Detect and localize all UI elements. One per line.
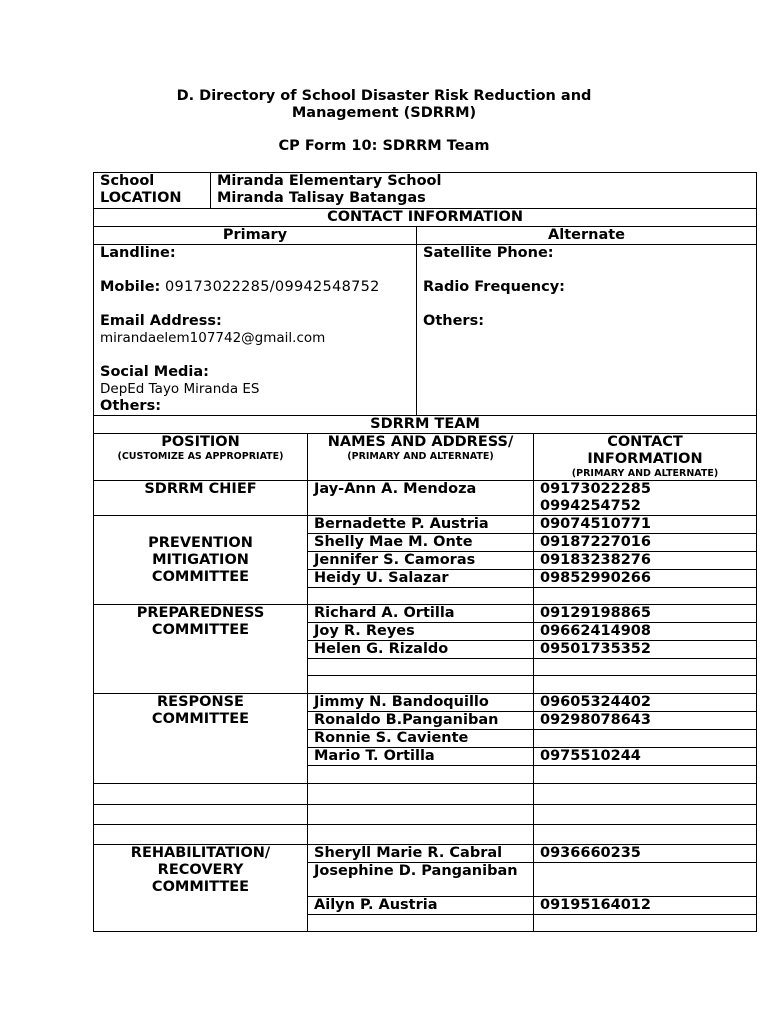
table-row (94, 805, 757, 825)
sdrrm-directory-table (93, 172, 757, 932)
rehabilitation-committee-label (94, 845, 308, 932)
position-header-text: POSITION (161, 434, 240, 450)
empty-cell (534, 588, 757, 605)
preparedness-label-line1: PREPAREDNESS (136, 605, 265, 621)
table-row (94, 481, 757, 516)
response-label-line2: COMMITTEE (151, 711, 250, 727)
member-name: Richard A. Ortilla (308, 605, 534, 623)
names-header-note: (PRIMARY AND ALTERNATE) (347, 451, 494, 462)
member-contact: 09298078643 (534, 712, 757, 730)
empty-cell (94, 784, 308, 805)
alternate-others-label: Others: (423, 313, 484, 329)
member-contact (534, 730, 757, 748)
table-row (94, 784, 757, 805)
member-contact: 09605324402 (534, 694, 757, 712)
school-location: Miranda Talisay Batangas (217, 190, 426, 206)
member-name: Bernadette P. Austria (308, 516, 534, 534)
empty-cell (308, 676, 534, 694)
prevention-label-line3: COMMITTEE (151, 568, 250, 585)
sdrrm-chief-contact-2: 0994254752 (540, 498, 641, 514)
sdrrm-chief-name: Jay-Ann A. Mendoza (308, 481, 534, 516)
empty-cell (534, 915, 757, 932)
member-contact: 0975510244 (534, 748, 757, 766)
primary-contact-cell (94, 245, 417, 416)
member-contact: 09195164012 (534, 897, 757, 915)
table-row (94, 516, 757, 534)
empty-cell (308, 784, 534, 805)
member-name: Jimmy N. Bandoquillo (308, 694, 534, 712)
social-media-label: Social Media: (100, 364, 209, 380)
table-row (94, 825, 757, 845)
primary-heading: Primary (94, 227, 417, 245)
social-media-value: DepEd Tayo Miranda ES (100, 381, 260, 397)
empty-cell (308, 659, 534, 676)
member-name: Helen G. Rizaldo (308, 641, 534, 659)
response-label-line1: RESPONSE (157, 694, 244, 710)
email-value: mirandaelem107742@gmail.com (100, 330, 326, 346)
member-contact: 09501735352 (534, 641, 757, 659)
team-column-headers (94, 434, 757, 481)
rehabilitation-label-line2: RECOVERY (157, 862, 244, 878)
member-contact: 09183238276 (534, 552, 757, 570)
landline-label: Landline: (100, 245, 176, 261)
member-name: Ronnie S. Caviente (308, 730, 534, 748)
preparedness-committee-label (94, 605, 308, 694)
empty-cell (308, 915, 534, 932)
sdrrm-chief-label: SDRRM CHIEF (94, 481, 308, 516)
school-value-cell (211, 173, 757, 209)
member-name: Jennifer S. Camoras (308, 552, 534, 570)
member-contact: 09852990266 (534, 570, 757, 588)
table-row (94, 845, 757, 863)
contact-information-heading: CONTACT INFORMATION (94, 209, 757, 227)
empty-cell (308, 825, 534, 845)
mobile-label: Mobile: (100, 279, 161, 295)
contact-column-header (534, 434, 757, 481)
empty-cell (534, 676, 757, 694)
empty-cell (534, 766, 757, 784)
sdrrm-team-heading: SDRRM TEAM (94, 416, 757, 434)
position-column-header (94, 434, 308, 481)
rehabilitation-label-line1: REHABILITATION/ (130, 845, 271, 861)
empty-cell (308, 588, 534, 605)
mobile-value: 09173022285/09942548752 (164, 279, 380, 295)
table-row (94, 605, 757, 623)
school-name: Miranda Elementary School (217, 173, 442, 189)
member-name: Ailyn P. Austria (308, 897, 534, 915)
alternate-heading: Alternate (417, 227, 757, 245)
contact-header-line2: INFORMATION (587, 451, 703, 467)
member-contact: 09074510771 (534, 516, 757, 534)
member-contact: 0936660235 (534, 845, 757, 863)
names-header-text: NAMES AND ADDRESS/ (327, 434, 514, 450)
member-name: Joy R. Reyes (308, 623, 534, 641)
member-name: Shelly Mae M. Onte (308, 534, 534, 552)
email-label: Email Address: (100, 313, 222, 329)
member-contact: 09662414908 (534, 623, 757, 641)
contact-header-note: (PRIMARY AND ALTERNATE) (571, 468, 719, 479)
empty-cell (308, 766, 534, 784)
empty-cell (94, 805, 308, 825)
empty-cell (534, 659, 757, 676)
preparedness-label-line2: COMMITTEE (151, 622, 250, 638)
response-committee-label (94, 694, 308, 784)
empty-cell (534, 825, 757, 845)
alternate-contact-cell (417, 245, 757, 416)
prevention-label-line1: PREVENTION (148, 534, 253, 551)
document-title-line2: Management (SDRRM) (291, 105, 477, 121)
form-title: CP Form 10: SDRRM Team (278, 138, 490, 154)
member-name: Heidy U. Salazar (308, 570, 534, 588)
member-contact: 09187227016 (534, 534, 757, 552)
member-name: Sheryll Marie R. Cabral (308, 845, 534, 863)
empty-cell (534, 805, 757, 825)
member-name: Mario T. Ortilla (308, 748, 534, 766)
names-column-header (308, 434, 534, 481)
member-contact: 09129198865 (534, 605, 757, 623)
member-name: Ronaldo B.Panganiban (308, 712, 534, 730)
contact-header-line1: CONTACT (607, 434, 683, 450)
school-label: School (100, 173, 155, 189)
school-label-cell (94, 173, 211, 209)
position-header-note: (CUSTOMIZE AS APPROPRIATE) (117, 451, 284, 462)
empty-cell (534, 784, 757, 805)
member-name: Josephine D. Panganiban (308, 863, 534, 897)
sdrrm-chief-contact-1: 09173022285 (540, 481, 651, 497)
empty-cell (308, 805, 534, 825)
satellite-phone-label: Satellite Phone: (423, 245, 554, 261)
school-row (94, 173, 757, 209)
prevention-committee-label (94, 516, 308, 605)
sdrrm-chief-contact (534, 481, 757, 516)
prevention-label-line2: MITIGATION (152, 551, 249, 568)
empty-cell (94, 825, 308, 845)
member-contact (534, 863, 757, 897)
rehabilitation-label-line3: COMMITTEE (151, 879, 250, 895)
location-label: LOCATION (100, 190, 182, 206)
table-row (94, 694, 757, 712)
document-title-line1: D. Directory of School Disaster Risk Reduction and (176, 88, 592, 104)
radio-frequency-label: Radio Frequency: (423, 279, 565, 295)
others-label: Others: (100, 398, 161, 414)
